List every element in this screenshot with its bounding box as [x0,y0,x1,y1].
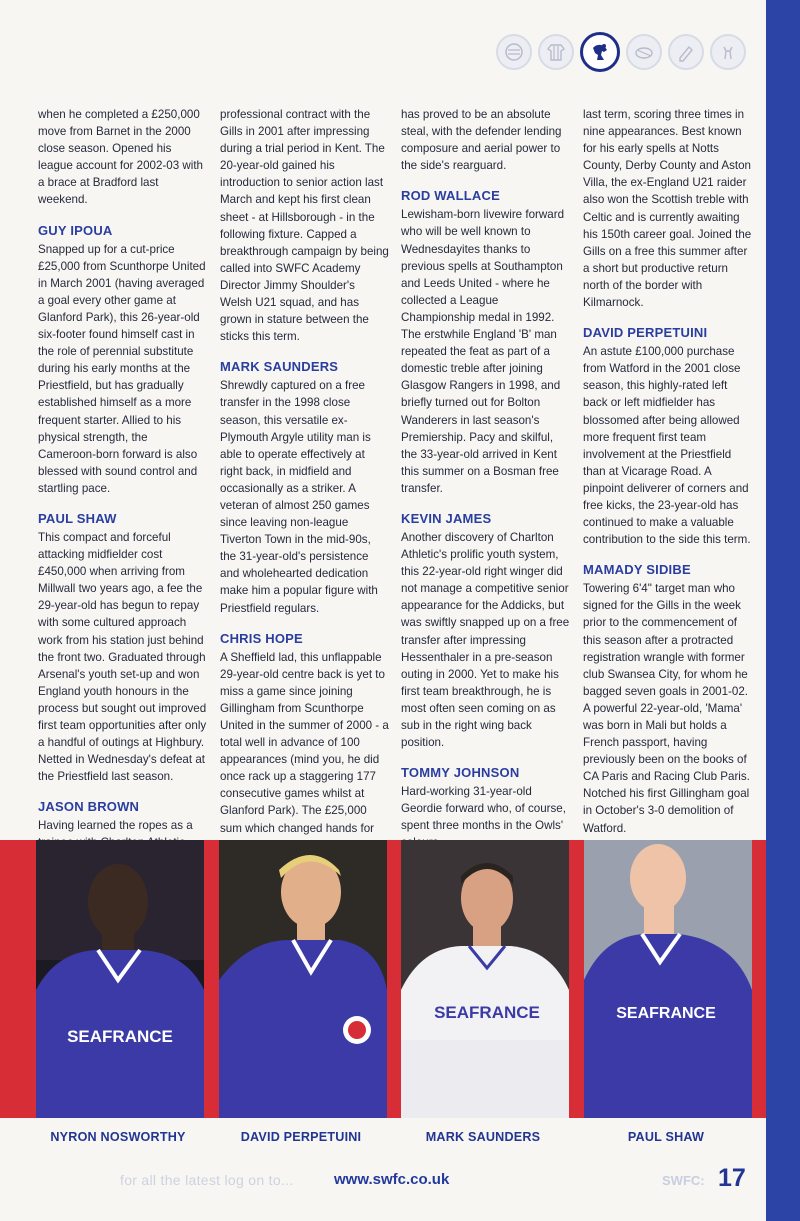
profile-text: This compact and forceful attacking midfielder cost £450,000 when arriving from Millwall two years ago, a fee the 29-year-old has begun to repay with some cultured approach work from his station just behind the front two. Graduated through Arsenal's youth set-up and won England youth honours in the process but sought out improved first team opportunities after only a handful of outings at Highbury. Netted in Wednesday's defeat at the Priestfield last season. [38,530,207,784]
player-photo-3 [401,840,569,1118]
profile-heading: KEVIN JAMES [401,510,492,526]
profile-text: An astute £100,000 purchase from Watford in the 2001 close season, this highly-rated left back or left midfielder has blossomed after being allowed more frequent first team involvement at the Priestfield than at Vicarage Road. A pinpoint deliverer of corners and free kicks, the 23-year-old has continued to make a valuable contribution to the side this term. [583,345,751,547]
column-lead-text: last term, scoring three times in nine appearances. Best known for his early spells at Notts County, Derby County and Aston Villa, the ex-England U21 raider also won the Scottish treble with Celtic and is currently awaiting his 150th career goal. Joined the Gills on a free this summer after a short but productive return north of the border with Kilmarnock. [583,108,752,310]
stadium-icon [626,34,662,70]
page-footer [0,1166,766,1196]
column-lead-text: has proved to be an absolute steal, with the defender lending composure and aerial power to the side's rearguard. [401,108,562,173]
shirt-sponsor-text: SEAFRANCE [67,1027,173,1046]
player-photo-band [0,840,766,1118]
magazine-name: SWFC: [662,1173,705,1188]
profile-heading: JASON BROWN [38,799,140,815]
profile-heading: MARK SAUNDERS [220,359,339,375]
profile-heading: PAUL SHAW [38,510,117,526]
page-number: 17 [718,1164,746,1192]
profile-heading: TOMMY JOHNSON [401,765,520,781]
player-photo-1 [36,840,204,1118]
player-photo-4 [584,840,752,1118]
shirt-sponsor-text: SEAFRANCE [434,1003,540,1022]
profile-heading: GUY IPOUA [38,222,113,238]
club-icon-row [496,34,746,74]
football-icon [496,34,532,70]
blue-page-edge [766,0,800,1221]
profile-text: Hard-working 31-year-old Geordie forward who, of course, spent three months in the Owls' [401,785,566,833]
article-column-2 [220,106,390,871]
profile-text: Lewisham-born livewire forward who will be well known to Wednesdayites thanks to previous spells at Southampton and Leeds United - where he collected a League Championship medal in 1992. The erstwhile England 'B' man repeated the feat as part of a domestic treble after joining Glasgow Rangers in 1998, and briefly turned out for Bolton Wanderers in last season's Premiership. Pacy and skilful, the 33-year-old arrived in Kent this summer on a Bosman free transfer. [401,208,565,495]
column-lead-text: when he completed a £250,000 move from Barnet in the 2000 close season. Opened his league account for 2002-03 with a brace at Bradford last weekend. [38,108,204,207]
profile-text: Having learned the ropes as a [38,819,193,833]
profile-heading: ROD WALLACE [401,188,500,204]
photo-caption: PAUL SHAW [627,1130,705,1144]
photo-caption: DAVID PERPETUINI [240,1130,362,1144]
striped-shirt-icon [538,34,574,70]
article-column-1 [38,106,208,886]
player-photo-2 [219,840,387,1118]
article-column-4 [583,106,753,837]
pen-icon [668,34,704,70]
profile-heading: MAMADY SIDIBE [583,562,691,578]
footer-prefix-text: for all the latest log on to... [120,1172,294,1188]
reindeer-icon [710,34,746,70]
profile-text: Snapped up for a cut-price £25,000 from Scunthorpe United in March 2001 (having averaged a goal every other game at Glanford Park), this 26-year-old six-footer found himself cast in the role of perennial substitute during his early months at the Priestfield, but has gradually established himself as a more frequent starter. Allied to his physical strength, the Cameroon-born forward is also blessed with sound control and startling pace. [38,242,206,495]
profile-text: Towering 6'4" target man who signed for the Gills in the week prior to the commencement of this season after a protracted registration wrangle with former club Swansea City, for whom he bagged seven goals in 2001-02. A powerful 22-year-old, 'Mama' was born in Mali but holds a French passport, having previously been on the books of CA Paris and Racing Club Paris. Notched his first Gillingham goal in October's 3-0 demolition of Watford. [583,582,750,835]
profile-text: Another discovery of Charlton Athletic's prolific youth system, this 22-year-old right winger did not manage a competitive senior appearance for the Addicks, but was swiftly snapped up on a free transfer after impressing Hessenthaler in a pre-season outing in 2000. Yet to make his first team breakthrough, he is most often seen coming on as sub in the right wing back position. [401,530,570,750]
website-link[interactable]: www.swfc.co.uk [334,1171,450,1188]
profile-heading: DAVID PERPETUINI [583,325,708,341]
horseman-crest-icon [580,32,620,72]
photo-caption: MARK SAUNDERS [425,1130,541,1144]
profile-text: A Sheffield lad, this unflappable 29-year-old centre back is yet to miss a game since joining Gillingham from Scunthorpe United in the summer of 2000 - a total well in advance of 100 appearances (mind you, he did once rack up a staggering 177 consecutive games whilst at Glanford Park). The £25,000 sum which changed hands for [220,650,389,835]
column-lead-text: professional contract with the Gills in 2001 after impressing during a trial period in Kent. The 20-year-old gained his introduction to senior action last March and kept his first clean sheet - at Hillsborough - in the following fixture. Capped a breakthrough campaign by being called into SWFC Academy Director Jimmy Shoulder's Welsh U21 squad, and has grown in stature between the sticks this term. [220,108,389,344]
shirt-sponsor-text: SEAFRANCE [616,1005,716,1022]
photo-captions [0,1130,766,1150]
photo-caption: NYRON NOSWORTHY [50,1130,186,1144]
profile-heading: CHRIS HOPE [220,630,303,646]
profile-text: Shrewdly captured on a free transfer in the 1998 close season, this versatile ex-Plymouth Argyle utility man is able to operate effectively at right back, in midfield and occasionally as a striker. A veteran of almost 250 games since leaving non-league Tiverton Town in the mid-90s, the 31-year-old's persistence and wholehearted dedication make him a popular figure with Priestfield regulars. [220,379,378,615]
article-column-3 [401,106,571,852]
